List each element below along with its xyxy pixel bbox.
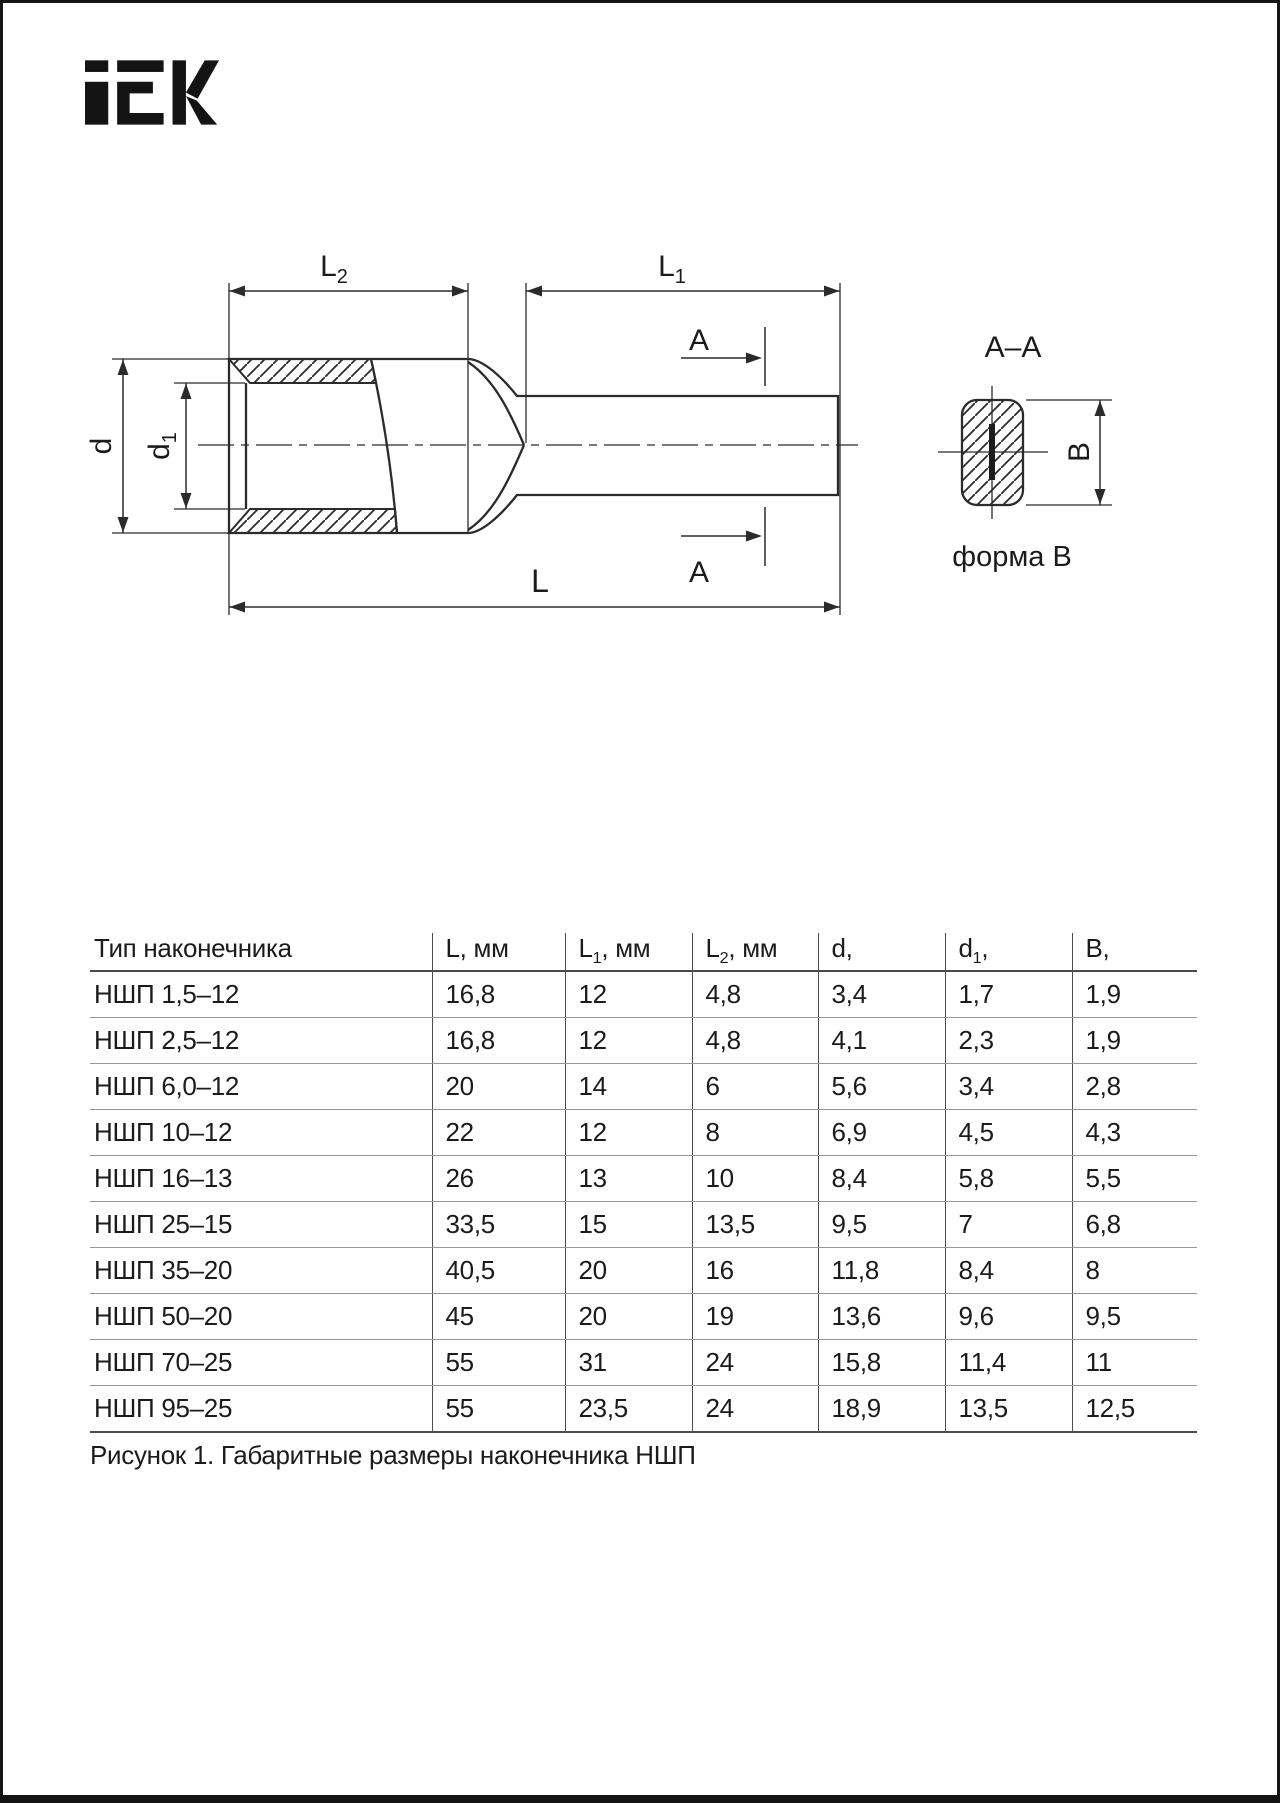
table-cell: 24	[692, 1386, 818, 1433]
table-cell: 8,4	[945, 1248, 1072, 1294]
table-cell: 20	[565, 1248, 692, 1294]
table-row	[90, 1156, 1197, 1202]
crimp-mark	[989, 424, 995, 480]
table-cell: 13,6	[818, 1294, 945, 1340]
section-arrow-top	[681, 324, 765, 386]
table-cell: 12	[565, 971, 692, 1018]
table-cell: 11,8	[818, 1248, 945, 1294]
table-row	[90, 1064, 1197, 1110]
iek-logo	[85, 57, 219, 128]
form-label: форма В	[952, 541, 1072, 573]
iek-logo-glyphs	[85, 60, 219, 124]
table-cell: 4,8	[692, 1018, 818, 1064]
table-header-row	[90, 933, 1197, 971]
table-cell: 2,8	[1072, 1064, 1197, 1110]
table-cell: 4,1	[818, 1018, 945, 1064]
table-cell: 45	[432, 1294, 565, 1340]
table-cell: 12	[565, 1110, 692, 1156]
col-header-type: Тип наконечника	[90, 933, 432, 971]
table-cell: 24	[692, 1340, 818, 1386]
dimension-l2	[229, 250, 468, 297]
svg-text:L1: $L_1$	[658, 250, 686, 288]
table-cell: 8	[692, 1110, 818, 1156]
table-cell: 6	[692, 1064, 818, 1110]
table-cell: 23,5	[565, 1386, 692, 1433]
table-cell: 9,5	[1072, 1294, 1197, 1340]
table-cell: 14	[565, 1064, 692, 1110]
table-row	[90, 1248, 1197, 1294]
table-cell: 55	[432, 1386, 565, 1433]
table-cell: 15,8	[818, 1340, 945, 1386]
table-row	[90, 1018, 1197, 1064]
table-cell: 4,3	[1072, 1110, 1197, 1156]
table-cell: 1,9	[1072, 1018, 1197, 1064]
table-cell: 8	[1072, 1248, 1197, 1294]
table-cell: 4,5	[945, 1110, 1072, 1156]
figure-caption: Рисунок 1. Габаритные размеры наконечника НШП	[90, 1440, 696, 1470]
table-cell: НШП 10–12	[90, 1110, 432, 1156]
section-view-a-a	[938, 331, 1112, 573]
table-cell: НШП 70–25	[90, 1340, 432, 1386]
table-cell: 13,5	[692, 1202, 818, 1248]
table-cell: 4,8	[692, 971, 818, 1018]
table-cell: НШП 1,5–12	[90, 971, 432, 1018]
svg-text:В: В	[1063, 441, 1096, 463]
table-cell: 9,5	[818, 1202, 945, 1248]
part-outline	[229, 359, 838, 533]
svg-text:А: А	[688, 556, 710, 589]
table-cell: НШП 6,0–12	[90, 1064, 432, 1110]
svg-text:А: А	[688, 324, 710, 357]
dimension-d	[85, 359, 129, 533]
dimension-d1	[143, 383, 192, 509]
svg-text:d1: $d_1$	[143, 432, 181, 460]
table-cell: НШП 50–20	[90, 1294, 432, 1340]
table-cell: 19	[692, 1294, 818, 1340]
col-header-d: d,	[818, 933, 945, 971]
table-cell: 31	[565, 1340, 692, 1386]
table-cell: 11	[1072, 1340, 1197, 1386]
table-cell: 55	[432, 1340, 565, 1386]
technical-drawing	[60, 190, 1220, 650]
table-cell: 22	[432, 1110, 565, 1156]
table-cell: 8,4	[818, 1156, 945, 1202]
table-cell: НШП 35–20	[90, 1248, 432, 1294]
svg-text:L2: $L_2$	[320, 250, 348, 288]
table-cell: 16	[692, 1248, 818, 1294]
table-cell: 33,5	[432, 1202, 565, 1248]
table-cell: 18,9	[818, 1386, 945, 1433]
svg-text:L: L	[531, 563, 549, 599]
dimensions-table	[90, 933, 1197, 1433]
table-cell: 16,8	[432, 1018, 565, 1064]
table-row	[90, 1202, 1197, 1248]
table-cell: НШП 2,5–12	[90, 1018, 432, 1064]
table-cell: 3,4	[945, 1064, 1072, 1110]
table-cell: 12,5	[1072, 1386, 1197, 1433]
table-row	[90, 1294, 1197, 1340]
table-cell: 7	[945, 1202, 1072, 1248]
col-header-l: L, мм	[432, 933, 565, 971]
table-cell: 5,5	[1072, 1156, 1197, 1202]
table-cell: 12	[565, 1018, 692, 1064]
section-title: А–А	[984, 331, 1042, 364]
table-row	[90, 1340, 1197, 1386]
table-cell: 2,3	[945, 1018, 1072, 1064]
table-cell: 1,7	[945, 971, 1072, 1018]
svg-text:d: d	[85, 437, 118, 455]
col-header-l1: $L_1$, мм	[565, 933, 692, 971]
table-cell: 26	[432, 1156, 565, 1202]
table-cell: 6,8	[1072, 1202, 1197, 1248]
table-cell: НШП 95–25	[90, 1386, 432, 1433]
table-cell: 13,5	[945, 1386, 1072, 1433]
table-cell: 16,8	[432, 971, 565, 1018]
dimension-l1	[526, 250, 840, 297]
table-cell: 15	[565, 1202, 692, 1248]
table-cell: 13	[565, 1156, 692, 1202]
col-header-d1: $d_1$,	[945, 933, 1072, 971]
table-cell: 5,8	[945, 1156, 1072, 1202]
col-header-b: В,	[1072, 933, 1197, 971]
table-row	[90, 971, 1197, 1018]
table-cell: 20	[432, 1064, 565, 1110]
table-cell: 6,9	[818, 1110, 945, 1156]
table-cell: 9,6	[945, 1294, 1072, 1340]
table-row	[90, 1386, 1197, 1433]
table-cell: НШП 16–13	[90, 1156, 432, 1202]
table-cell: 10	[692, 1156, 818, 1202]
dimension-l	[229, 563, 840, 613]
table-cell: 11,4	[945, 1340, 1072, 1386]
table-cell: 5,6	[818, 1064, 945, 1110]
section-arrow-bottom	[681, 507, 765, 589]
table-cell: НШП 25–15	[90, 1202, 432, 1248]
table-cell: 40,5	[432, 1248, 565, 1294]
table-cell: 20	[565, 1294, 692, 1340]
table-cell: 3,4	[818, 971, 945, 1018]
table-cell: 1,9	[1072, 971, 1197, 1018]
table-row	[90, 1110, 1197, 1156]
extension-lines	[112, 283, 840, 615]
col-header-l2: $L_2$, мм	[692, 933, 818, 971]
